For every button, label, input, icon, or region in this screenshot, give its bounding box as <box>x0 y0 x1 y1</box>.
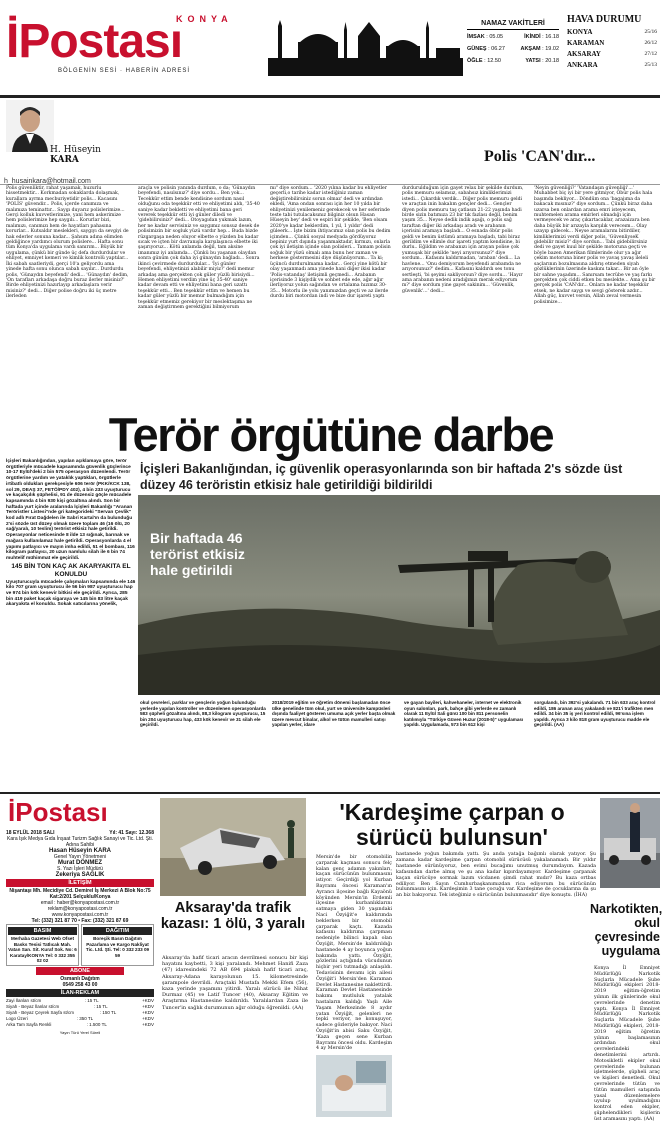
gm-name: Murat DÖNMEZ <box>58 860 102 866</box>
narcotics-headline: Narkotikten, okul çevresinde uygulama <box>590 902 662 958</box>
printing-title: BASIM <box>8 927 77 935</box>
hit-and-run-headline: 'Kardeşime çarpan o sürücü bulunsun' <box>339 799 565 850</box>
subscription-name: Osmanlı Dağıtım <box>60 975 100 982</box>
gm-label: Genel Yayın Yönetmeni <box>53 854 107 860</box>
sniper-photo <box>138 495 660 695</box>
email-reklam[interactable]: reklam@konyapostasi.com.tr <box>47 906 113 912</box>
story-col-2: 2018/2019 eğitim ve öğretim dönemi başlamadan önce ülke genelinde tüm okul, yurt ve üniversite kampüsleri dışında faaliyet gösteren umuma açık yerler başta olmak üzere mevcut binalar, alkol ve tütün mamulleri satışı yapılan yerler, idare <box>272 700 396 727</box>
issue-date: 18 EYLÜL 2018 SALI <box>6 830 55 836</box>
logo-text: İPostası <box>6 15 183 68</box>
column-text-col4: durdurulduğum için gayet relax bir şekilde durdum, polis memuru selamsız, sabahsız kimliklerimizi istedi... Çıkardık verdik... Diğer polis memuru geldi ve araçtan inin bakalım gençler dedi... Gençler diyen polis memuru taş çatlasın 21-22 yaşında hadi birde sizin batımıza 23 bir tık fazlası değil, benim yaşım 35... Neyse dedik indik aşağı, o polis sağ taraftan diğer iki arkadaşı aradı ve arabanın içerisini aramaya başladı... O esnada öbür polis geldi ve benim üstümü aramaya başladı, tabi biraz gerildim ve ellimle dur işareti yaptım kendisine, bi durlu.. Eğildim ve arabanızı için arayan polise çok yumuşak bir şekilde 'neyi arıyorsunuz?' diye sordum... Kafasını kaldırmadan, 'araban' dedi... La havlene... 'Onu demiyorum beyefendi arabamda ne arıyorsunuz?' dedim... Kafasını kaldırdı ses tonu sertleşti, 'bi şeyimi sakliyorsun? diye sordu... 'Hayır ama arabanın nedeni aradığınızı merak ediyorum m?' diye sordum yine gayet sakinim... 'Güvenlik, güvenlik'...' dedi... <box>402 186 524 294</box>
imprint-logo: İPostası <box>8 797 108 827</box>
ad-price-row: Siyah - Beyaz Çeyrek Sayfa st/cm : 150 TL +KDV <box>6 1009 154 1015</box>
column-text-col5: 'Neyin güvenliği?' 'Vatandaşın güvenliği'...' Muhabbet biç iyi bir yere gitmiyor, Öbür polis hala başımda bekliyor... Döndüm ona 'bagajıma da bakacak mısınız?' diye sordum... Çünkü biraz daha uzarsa ben onlardan arama emri isteyecem, muhtemelen arama emirleri olmadığı için vermeyecek ve araç çıkartacaklar, arazaizara ben daha büyük bir arızayla karşılık vereceım... Olay uzayıp gidecek... Neyse aramalarını bitirdiler, kimliklerimizi verdi diğer polis, 'GüvenliyseK gidebilir misiz?' diye sordun... Tabi gidebilirsiniz dedi ve gayet kuul bir şekilde motoruna geçti ve böyle bazen Amerikan filmlerinde olur ya ağır çekim motoruna biner polis ve yavaş yavaş ileleli saçlarının bozulmasına aldırış etmeden siyah gözlüklerinin üzerinde kaskını takar... Bir an öyle bir sahne yaşadım... Sanırsam tecrübe ve yaş farkı gerçekten çok ciddi etken bu meslekte... Ama şu bir gerçek polis 'CAN'dır... Onlara ne kadar teşekkür etsek, ne kadar saygı ve sevgi gösterek azdır... Allah güç, kuvvet versin, Allah zeval vermesin polisimize... <box>534 186 656 305</box>
publication-type: Yayın Türü Yerel Süreli <box>59 1029 101 1035</box>
issue-year: Yıl: 41 <box>109 830 124 836</box>
weather-row: KONYA 25/16 <box>567 28 657 36</box>
story-col-4: sorgulandı, bin 392'si yakalandı. 71 bin 633 araç kontrol edildi, 186 aranan araç yakalandı ve 821'i trafikten men edildi. 34 bin 35 iş yeri kontrol edildi, 96'sına işlem yapıldı. Ayrıca 3 kilo 818 gram uyuşturucu madde ele geçirildi. (AA) <box>534 700 656 727</box>
lead-text <box>6 459 136 789</box>
column-text-col1: Polis güvenliktir, rahat yaşamak, huzurlu hissetmektir... Korkmadan sokaklarda dolaşmak, kurallara ayrma mecburiyetidir polis... Kacasını 'POLİS' güvendir... Polis, içerde canımıza ve malımıza teminattır... Saygı duyarız polislerimize... Gerçi kolluk kuvvetlerimize, yani hem askerimize hem polislerimize hep saygılı... Korurlar bizi, malımızı, canımızı hem de hayatları pahasına korurlar... Kutsaldır meslekleri, saygıyı da sevgiyi de hak ederler sonuna kadar... Şahsım adına elimden geldiğince yardımcı olurum polislere... Hafta sonu tüm Konya'da uygulama vardı sanırım... Büyük bir uygulama, çünkü bir günde üç defa durdurdular ve ehliyet, emniyet kemeri ve kimlik kontrolü yaptılar... İki sabah saatleriydi, gerçi 10'a geliyordu ama yinede hafta sonu olunca sabah sayılır... Durdurdu polis, 'Günaydın beyefendi' dedi... 'Günaydın' dedim, 'On tarafları arkadaşa doğru buraz ilerler misiniz?' Birde ehliyetinizi hazırlayıp arkadaşlara verir misiniz?' dedi... Diğer polise doğru iki üç metre ilerleden <box>6 186 129 300</box>
ad-price-row: Siyah - Beyaz İlanlar st/cm : 15 TL +KDV <box>6 1003 154 1009</box>
author-first-name: H. Hüseyin <box>50 145 101 155</box>
prayer-row: İMSAK : 05.05 İKİNDİ : 16.18 <box>467 34 559 40</box>
photo-caption: Bir haftada 46 terörist etkisiz hale getirildi <box>150 530 245 578</box>
lead-paragraph: İçişleri Bakanlığından, yapılan açıklamaya göre, terör örgütleriyle mücadele kapsamında güvenlik güçlerince 10-17 Eylül'deki 2 bin 575 operasyon düzenlendi. Terör örgütlerine yardım ve yataklık yaptıkları, örgütlerle irtibatlı oldukları gerekçesiyle 606 terör (PKK/KCK 138, sol 29, DEAŞ 37, FETÖ/PDY 402), 4 bin 233 uyuşturucu ve kaçakçılık şüphelisi, 91 de düzensiz göçle mücadele kapsamında 4 bin 930 kişi gözaltına alındı. Son bir haftada yurt içinde aralarında İçişleri Bakanlığı "Aranan Teröristler Listesi"nde gri kategorideki "Servan Çevlik" kod adlı Fırat Dağdelen ile Sabri Kartal'ın da bulunduğu 2'si sözde üst düzey olmak üzere toplam 46 (16 ölü, 20 sağ/yaralı, 10 teslim) terörist etkisiz hale getirildi. Operasyonlar neticesinde 8 ilde 13 sığınak, barınak ve mağara kullanılamaz hale getirildi. Operasyonlarda 4 el yapımı patlayıcı ve mayın imha edildi, 51 el bombası, 116 kilogram patlayıcı, 20 uzun namlulu silah ile 6 bin 74 muhtelif mühimmat ele geçirildi. <box>6 459 135 561</box>
crash-text: Aksaray'da hafif ticari aracın devrilmesi sonucu bir kişi hayatını kaybetti, 3 kişi yaralandı. Mehmet Hanifi Zaza (47) idaresindeki 72 AB 694 plakalı hafif ticari araç, Aksaray-Adana karayolunun 15. kilometresinde şarampole devrildi. Araçtaki Mustafa Mekki Efem (56), kaza yerinde yaşamını yitirdi. Yaralı sürücü ile Nihat Durmaz (45) ve Latif Tuncer (40), Aksaray Eğitim ve Araştırma Hastanesine kaldırıldı. Yaralılardan Zaza ile Tuncer'in sağlık durumunun ağır olduğu öğrenildi. (AA) <box>162 955 308 1011</box>
subscription-title: ABONE <box>36 967 125 975</box>
editor-name: Zekeriya SAĞLIK <box>55 872 105 878</box>
column-text-col2: araçla ve polisin yanında durdum, o da; 'Günaydın beyefendi, nasılsınız?' diye sordu... Ben yok... Tecekkür ettim bende kendisine sordum nasıl olduğunu oda teşekkür etti ve ehliyetimi aldı, '35-40 saniye kadar bekletti ve ehliyetimi bana geri vererek teşekkür etti iyi günler diledi ve 'gidebilirsiniz?' dedi... Otoyagıdan yukmak lazım, her ne kadar servisiniz ve saygımız sonsuz desek de polisimizin bir sogluk yüzü vardır hep... Buda bizde rüzgargaşa neden oluyor elbette o yüzden bu kadar sıcak ve içten bir davranışla karşılaşınca elbette iki şaşırıyoruz... Kötü anlamda değil, tam aksine imanımız iyi anlamda... Çünkü bu yaşanan olaydan sonra günüm çok daha iyi günaydın bağladı... Sonra ikinci çevirmede durdurdular... 'İyi günler beyefendi, ehliyetinizi alabilir miyiz?' dedi memur arkadaş ama gerçekten çok güler yüzlü birisiydi... Hemen ehliyetimi verdim yine üç 35-40' saniye kadar devam etti ve ehliyetimi bana geri uzattı teşekkür etti... Ben teşekkür ettim ve hemen bu kadar güler yüzlü bir memur bulmadığım için teşekkür etmemiz gerekiyor bir meslektaşıma ne zaman değiştirmem gerektiğini bilmiyorum <box>138 186 260 310</box>
editor-label: S. Yazı İşleri Müdürü <box>57 866 103 872</box>
weather-row: ANKARA 25/13 <box>567 61 657 69</box>
narcotics-text: Konya İl Emniyet Müdürlüğü Narkotik Suçlarla Mücadele Şube Müdürlüğü ekipleri 2018-2019 eğitim-öğretim yılının ilk günlerinde okul çevrelerinde denetim yaptı. Konya İl Emniyet Müdürlüğü Narkotik Suçlarla Mücadele Şube Müdürlüğü ekipleri, 2018-2019 eğitim öğretim yılının başlamasının ardından okul çevrelerindeki denetimlerini artırdı. Motosikletli ekipler okul çevrelerinde bulunan işletmelerde, şüpheli araç ve kişileri denetledi. Okul çevrelerinde tütün ve tütün mamulleri satışında yasal düzenlemelere uyulup uyulmadığını kontrol eden ekipler, şüphelendikleri kişilerin üst aramasını yaptı. (AA) <box>594 966 660 1122</box>
weather-row: AKSARAY 27/12 <box>567 50 657 58</box>
police-check-photo <box>600 798 660 888</box>
email-haber[interactable]: email : haber@konyapostasi.com.tr <box>40 900 120 906</box>
column-header <box>0 95 660 185</box>
main-subhead: İçişleri Bakanlığından, iç güvenlik operasyonlarında son bir haftada 2's sözde üst düzey 46 teröristin etkisiz hale getirildiği bildirildi <box>140 462 623 492</box>
subscription-phone: 0549 258 43 00 <box>62 981 98 988</box>
ad-price-row: Zayi İlanları st/cm : 15 TL +KDV <box>6 997 154 1003</box>
patient-photo <box>316 1055 392 1117</box>
lead-highlight: 145 BİN TON KAÇ AK AKARYAKITA EL KONULDU <box>11 562 131 578</box>
ads-title: İLAN-REKLAM <box>6 989 154 997</box>
contact-title: İLETİŞİM <box>6 879 154 887</box>
hit-and-run-text-1: Mersin'de bir otomobilin çarparak kaçması sonucu felç kalan genç adamın yakınları, kaçan sürücünün bulunmasını istiyor. Geçirdiği yol Kurban Bayramı öncesi Karaman'ın Ayrancı ilçesine bağlı Kayaönü köyünden Mersin'in Erdemli ilçesine kurbanlıklarını satmaya giden 30 yaşındaki Naci Özyiğit'e kaldırımda beklerken bir otomobil çarparak kaçtı. Kazada kafasını kaldırıma çarpması nedeniyle bilinci kapalı olan Özyiğit, Mersin'de kaldırıldığı hastanede 4 ay boyunca yoğun bakımda yattı. Özyiğit, gözlerini açtığında vücudunun hiçbir yeri tutmadığı anlaşıldı. Tedavisinin devamı için ailesi Özyiğit'i Mersin'den Karaman Devlet Hastanesine naklettirdi. Karaman Devlet Hastanesinde bakımı mutluluk yatalak hastaların kaldığı Yaşlı Aile Yaşam Merkezinde 8 aydır yatan Özyiğit, gelenleri ne tepki veriyor, ne konuşuyor, sadece gözleriyle bakıyor. Naci Özyiğit'in abisi Saku Özyiğit, 'Kaza geçen sene Kurban Bayramı öncesi oldu. Kardeşim 4 ay Mersin'de <box>316 855 392 1052</box>
lead-paragraph-2: Uyuşturucuyla mücadele çalışmaları kapsamında ele 146 kilo 707 gram uyuşturucu ile 56 bin 987 uyuşturucu hap ve 974 bin kök kenevir bitkisi ele geçirildi. Ayrıca, 285 bin 419 paket kaçak sigaraya ve 145 bin 83 litre kaçak akaryakıta el konuldu. Sokak satıcılarına yönelik, <box>6 579 136 608</box>
weather-title: HAVA DURUMU <box>567 14 642 25</box>
column-title: Polis 'CAN'dır... <box>484 148 596 165</box>
prayer-row: GÜNEŞ : 06.27 AKŞAM : 19.02 <box>467 46 559 52</box>
ad-price-row: Arka Tam Sayfa Renkli : 1.500 TL +KDV <box>6 1021 154 1027</box>
author-photo <box>6 100 54 152</box>
distribution-title: DAĞITIM <box>83 927 152 935</box>
weather-box <box>567 14 657 84</box>
main-headline: Terör örgütüne darbe <box>108 408 554 461</box>
print-dist-boxes <box>6 924 154 966</box>
printing-text: Merhaba Gazetesi Web Ofset Basks Tesisi Tatlıcak Mah. Vatan San. Sit. Kuraf Sok. No: 6 Karatay/KONYA Tel: 0 332 355 02 02 <box>8 936 77 964</box>
prayer-times <box>467 20 559 82</box>
logo-slogan: BÖLGENİN SESİ · HABERİN ADRESİ <box>58 68 191 74</box>
story-col-3: ve gayan bayileri, kahvehaneler, internet ve elektronik oyun salonları, park, bahçe gibi yerlerde ev zamanlı olarak 11 Eylül Sali günü 100 bin 811 personelin katılımıyla "Türkiye Güven Huzur (2018-5)" uygulaması yapıldı. Uygulamada, 573 bin 612 kişi <box>404 700 524 727</box>
prayer-times-title: NAMAZ VAKİTLERİ <box>467 20 559 30</box>
address: Nişantaşı Mh. Mecidiye Cd. Demirel İş Merkezi A Blok No:75 Kat:2/201 Selçuklu/Konya <box>9 888 151 900</box>
ad-price-row: Logo Üzeri : 350 TL +KDV <box>6 1015 154 1021</box>
weather-row: KARAMAN 26/12 <box>567 39 657 47</box>
hit-and-run-text-2: hastanede yoğun bakımda yattı. Şu anda yatağa bağımlı olarak yatıyor. Şu zamana kadar kardeşime çarpan otomobil sürücüsü yakalanamadı. Bir yıldır hastanede sürünüyoruz, ben evimi bucağımı unutmuş durumdayım. Kazada kafasından darbe almış ve şu ana kadar kıpırdayamıyor. Kardeşime çarpanak kaçan sürücüye sormak lazım vicdanen şimdi rahat mıdır? Bu kaza ortbas ediliyor. Ben Sayın Cumhurbaşkanımızdan rica ediyorum bu sürücünün bulunmasını için. Kardeşimin 3 tane çocuğu var. Kardeşime de çocuklarına da şu an biz bakıyoruz. Tek isteğimiz o sürücünün bulunmasıdır' diye konuştu. (İHA) <box>396 852 596 899</box>
newspaper-logo <box>6 14 260 78</box>
distribution-text: Boreçik Basın Dağıtım Pazarlama ve Kargo Nakliyat Tic. Ltd. Şti. Tel: 0 332 233 09 59 <box>85 936 150 958</box>
prayer-row: ÖĞLE : 12.50 YATSI : 20.18 <box>467 58 559 64</box>
issue-number: Sayı: 12.368 <box>125 830 154 836</box>
masthead <box>0 0 660 95</box>
author-email[interactable]: h_husainkara@hotmail.com <box>4 178 91 185</box>
konya-skyline-illustration <box>268 18 463 76</box>
crash-photo <box>160 798 306 896</box>
owner-name: Hasan Hüseyin KARA <box>48 848 111 854</box>
owner-company: Kara Işık Medya Gıda İnşaat Turizm Sağlık Sanayi ve Tic. Ltd. Şti. Adına Sahibi <box>7 836 153 848</box>
logo-konya: KONYA <box>176 14 233 24</box>
imprint-box <box>6 830 154 1117</box>
crash-headline: Aksaray'da trafik kazası: 1 ölü, 3 yaralı <box>160 900 306 932</box>
author-last-name: KARA <box>50 155 79 165</box>
story-col-1: okul çevreleri, parklar ve gençlerin yoğun bulunduğu yerlerde yapılan kontroller ve düzenlenen operasyonlarda 583 şüpheli gözaltına alındı, 88,3 kilogram uyuşturucu, 15 bin 204 uyuşturucu hap, 433 kök kenevir ve 31 silah ele geçirildi. <box>140 700 266 727</box>
website[interactable]: www.konyapostasi.com.tr <box>51 912 109 918</box>
phone-fax: Tel: (332) 321 87 70 • Fax: (332) 321 87 69 <box>31 918 129 924</box>
column-text-col3: mı" diye sordum... '2020 yılına kadar bu ehliyetler geçerli,o tarihe kadar istediğiniz zaman değiştirebilirsiniz sorun olmaz' dedi ve ardından ekledi, 'Ama ondan sonrası için her 10 yılda bir ehliyetinizi yenilemeniz gerekecek ve her seferinde teste tabi tutulacaksınız bilginiz olsun Hasan Hüseyin bey' dedi ve espiri bir şekilde, 'Ben olsam 2020'ye kadar beklerdim, 1 yıl, 1 yıldır' dedi güleerk... İşte bizim ihtiyacımız olan polis bu dedim içimden... Çünkü sosyal medyada gördüyoruz bepiniz yurt dışında yaşanmaktadır, kırmızı, onlarla çok iyi iletişim içinde olan polisleri... Tamam polisin soğuk bir yüzü olmalı ama bunu her zaman ve herkese göstermesini diye düşünüyorum... Ta ki; üçüncü durdurulmama kadar... Gerçi yine kötü bir olay yaşanmadı ama yinede hani diğer ikisi kadar 'Polis-vatandaş' iletişimli geçmedi... Arabanın içerisinde 3 kişiydik ve sohbet ede ede, ağır ağır ilerliyoruz yolun sağından ve ortalama hızımız 30-35... Motorlu ile yolu yanımızdan geçti ve az ilerde durdu biri motordan indi ve bize dur işareti yaptı <box>270 186 391 300</box>
